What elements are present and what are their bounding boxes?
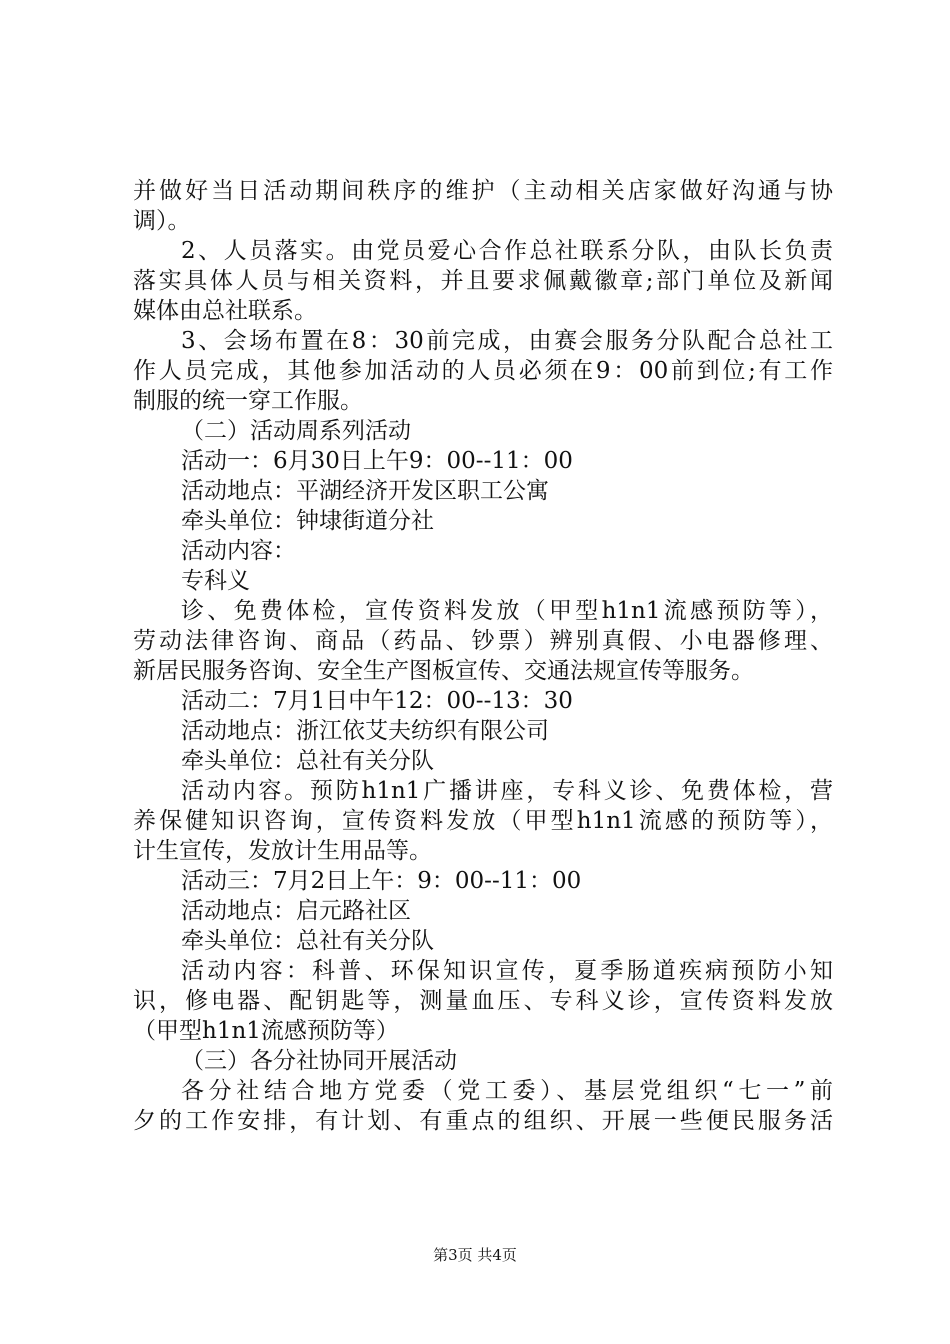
text-line: 活动一：6月30日上午9：00--11：00 [181, 448, 573, 474]
text-line: 活动三：7月2日上午：9：00--11：00 [181, 868, 582, 894]
text-line: 活动二：7月1日中午12：00--13：30 [181, 688, 573, 714]
document-body [133, 176, 833, 1136]
text-line: 活动地点：平湖经济开发区职工公寓 [181, 478, 549, 504]
section-heading: （二）活动周系列活动 [181, 418, 411, 444]
text-line: 识，修电器、配钥匙等，测量血压、专科义诊，宣传资料发放 [133, 988, 833, 1014]
text-line: 活动地点：启元路社区 [181, 898, 411, 924]
text-line: 落实具体人员与相关资料，并且要求佩戴徽章;部门单位及新闻 [133, 268, 833, 294]
text-line: 制服的统一穿工作服。 [133, 388, 363, 414]
text-line: 活动内容： [181, 538, 296, 564]
text-line: 作人员完成，其他参加活动的人员必须在9：00前到位;有工作 [133, 358, 833, 384]
text-line: 各分社结合地方党委（党工委）、基层党组织“七一”前 [181, 1078, 833, 1104]
page-number-footer: 第3页 共4页 [433, 1246, 517, 1264]
text-line: 活动内容：科普、环保知识宣传，夏季肠道疾病预防小知 [181, 958, 833, 984]
text-line: 牵头单位：总社有关分队 [181, 748, 434, 774]
text-line: （甲型h1n1流感预防等） [133, 1018, 399, 1044]
text-line: 2、人员落实。由党员爱心合作总社联系分队，由队长负责 [181, 238, 833, 264]
text-line: 活动地点：浙江依艾夫纺织有限公司 [181, 718, 549, 744]
text-line: 调）。 [133, 208, 191, 234]
text-line: 劳动法律咨询、商品（药品、钞票）辨别真假、小电器修理、 [133, 628, 833, 654]
text-line: 并做好当日活动期间秩序的维护（主动相关店家做好沟通与协 [133, 178, 833, 204]
text-line: 诊、免费体检，宣传资料发放（甲型h1n1流感预防等）， [181, 598, 833, 624]
text-line: 新居民服务咨询、安全生产图板宣传、交通法规宣传等服务。 [133, 658, 754, 684]
text-line: 活动内容。预防h1n1广播讲座，专科义诊、免费体检，营 [181, 778, 833, 804]
text-line: 夕的工作安排，有计划、有重点的组织、开展一些便民服务活 [133, 1108, 833, 1134]
text-line: 专科义 [181, 568, 250, 594]
text-line: 3、会场布置在8：30前完成，由赛会服务分队配合总社工 [181, 328, 833, 354]
text-line: 计生宣传，发放计生用品等。 [133, 838, 432, 864]
section-heading: （三）各分社协同开展活动 [181, 1048, 457, 1074]
text-line: 牵头单位：钟埭街道分社 [181, 508, 434, 534]
text-line: 养保健知识咨询，宣传资料发放（甲型h1n1流感的预防等）， [133, 808, 833, 834]
text-line: 媒体由总社联系。 [133, 298, 317, 324]
text-line: 牵头单位：总社有关分队 [181, 928, 434, 954]
